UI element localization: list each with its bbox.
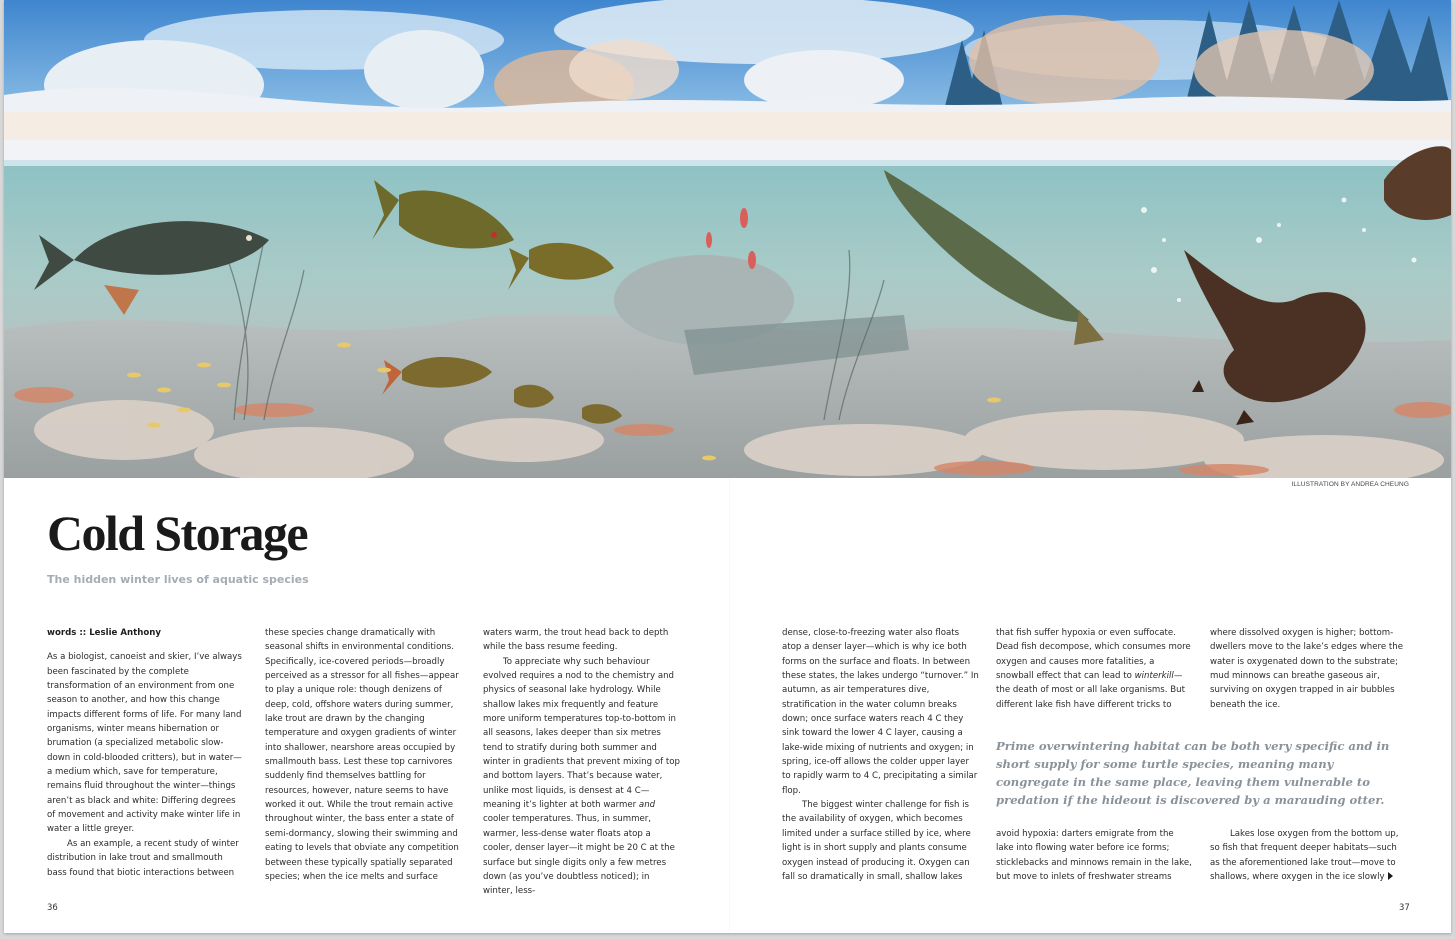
paragraph: As a biologist, canoeist and skier, I’ve always been fascinated by the complete transformation of an environment from one season to another, and how this change impacts different forms of life. For many land organisms, winter means hibernation or brumation (a specialized metabolic slow-down in cold-blooded critters), but in water—a medium which, save for temperature, remains fluid throughout the winter—things aren’t as black and white: Differing degrees of movement and activity make winter life in water a little greyer. xyxy=(47,652,242,835)
text-column-4 xyxy=(782,626,979,884)
paragraph-text: To appreciate why such behaviour evolved requires a nod to the chemistry and physics of seasonal lake hydrology. While shallow lakes mix frequently and feature more uniform temperatures top-to-bottom in all seasons, lakes deeper than six metres tend to stratify during both summer and winter in gradients that prevent mixing of top and bottom layers. That’s because water, unlike most liquids, is densest at 4 C—meaning it’s lighter at both warmer xyxy=(483,656,680,811)
text-column-2 xyxy=(265,626,462,884)
byline: words :: Leslie Anthony xyxy=(47,628,161,638)
paragraph-text: cooler temperatures. Thus, in summer, warmer, less-dense water floats atop a cooler, denser layer—it might be 20 C at the surface but single digits only a few metres down (as you’ve doubtless noticed); in winter, less- xyxy=(483,814,675,897)
paragraph: avoid hypoxia: darters emigrate from the lake into flowing water before ice forms; sticklebacks and minnows remain in the lake, but move to inlets of freshwater streams xyxy=(996,829,1192,883)
paragraph xyxy=(483,655,680,899)
article-title: Cold Storage xyxy=(47,505,307,561)
emphasis-text: and xyxy=(638,800,656,811)
paragraph: these species change dramatically with seasonal shifts in environmental conditions. Specifically, ice-covered periods—broadly perceived as a stressor for all fishes—appear to play a unique role: though denizens of deep, cold, offshore waters during summer, lake trout are drawn by the changing temperature and oxygen gradients of winter into shallower, nearshore areas occupied by smallmouth bass. Lest these top carnivores suddenly find themselves battling for resources, however, nature seems to have worked it out. While the trout remain active throughout winter, the bass enter a state of semi-dormancy, slowing their swimming and eating to levels that obviate any competition between these typically spatially separated species; when the ice melts and surface xyxy=(265,628,459,882)
illustration-credit: ILLUSTRATION BY ANDREA CHEUNG xyxy=(1291,481,1409,488)
text-column-1 xyxy=(47,626,244,880)
paragraph: dense, close-to-freezing water also floats atop a denser layer—which is why ice both forms on the surface and floats. In between these states, the lakes undergo “turnover.” In autumn, as air temperatures dive, stratification in the water column breaks down; once surface waters reach 4 C they sink toward the lower 4 C layer, causing a lake-wide mixing of nutrients and oxygen; in spring, ice-off allows the colder upper layer to rapidly warm to 4 C, precipitating a similar flop. xyxy=(782,628,979,796)
text-column-6 xyxy=(1210,626,1407,712)
paragraph: The biggest winter challenge for fish is the availability of oxygen, which becomes limited under a surface stilled by ice, where light is in short supply and plants consume oxygen instead of producing it. Oxygen can fall so dramatically in small, shallow lakes xyxy=(782,800,971,882)
paragraph: waters warm, the trout head back to depth while the bass resume feeding. xyxy=(483,628,669,653)
paragraph xyxy=(996,626,1193,712)
article-dek: The hidden winter lives of aquatic species xyxy=(47,573,309,586)
right-triangle-icon xyxy=(1388,872,1393,880)
paragraph: where dissolved oxygen is higher; bottom-dwellers move to the lake’s edges where the water is oxygenated down to the substrate; mud minnows can breathe gaseous air, surviving on oxygen trapped in air bubbles beneath the ice. xyxy=(1210,628,1403,710)
illustration-artwork xyxy=(4,0,1451,478)
page-gutter xyxy=(729,478,730,933)
paragraph xyxy=(1210,827,1407,884)
paragraph-text: Lakes lose oxygen from the bottom up, so fish that frequent deeper habitats—such as the aforementioned lake trout—move to shallows, where oxygen in the ice slowly xyxy=(1210,829,1399,883)
text-column-5 xyxy=(996,626,1193,712)
paragraph-text: that fish suffer hypoxia or even suffocate. Dead fish decompose, which consumes more oxygen and causes more fatalities, a snowball effect that can lead to xyxy=(996,628,1191,682)
winter-lake-illustration xyxy=(4,0,1451,478)
page-number-left: 36 xyxy=(47,903,58,913)
emphasis-text: winterkill xyxy=(1134,671,1174,682)
paragraph-text: —the death of most or all lake organisms. But different lake fish have different tricks to xyxy=(996,671,1185,710)
text-column-6-continued xyxy=(1210,827,1407,884)
page-number-right: 37 xyxy=(1399,903,1410,913)
pull-quote: Prime overwintering habitat can be both very specific and in short supply for some turtle species, meaning many congregate in the same place, leaving them vulnerable to predation if the hideout is discovered by a marauding otter. xyxy=(996,739,1390,807)
text-column-5-continued xyxy=(996,827,1193,884)
paragraph: As an example, a recent study of winter distribution in lake trout and smallmouth bass found that biotic interactions between xyxy=(47,838,239,878)
magazine-spread xyxy=(4,0,1451,933)
text-column-3 xyxy=(483,626,680,899)
